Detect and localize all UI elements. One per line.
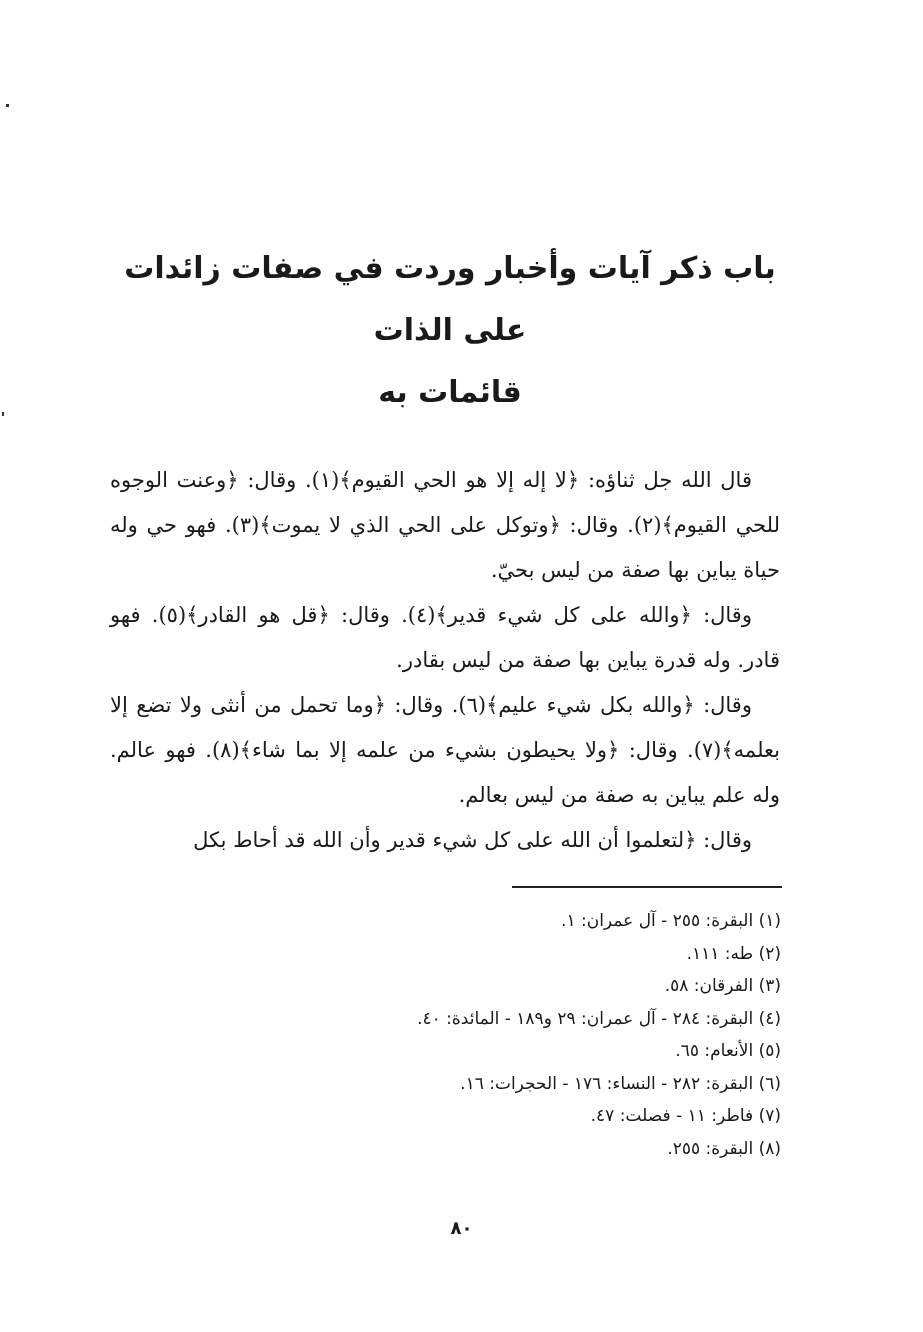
footnote: (٣) الفرقان: ٥٨. <box>664 976 781 996</box>
footnote: (٥) الأنعام: ٦٥. <box>675 1041 781 1061</box>
paragraph: قال الله جل ثناؤه: ﴿لا إله إلا هو الحي القيوم﴾(١). وقال: ﴿وعنت الوجوه للحي القيوم﴾(٢). وقال: ﴿وتوكل على الحي الذي لا يموت﴾(٣). فهو حي وله حياة يباين بها صفة من ليس بحيّ. <box>110 468 780 582</box>
paragraph: وقال: ﴿والله بكل شيء عليم﴾(٦). وقال: ﴿وما تحمل من أنثى ولا تضع إلا بعلمه﴾(٧). وقال: ﴿ولا يحيطون بشيء من علمه إلا بما شاء﴾(٨). فهو عالم. وله علم يباين به صفة من ليس بعالم. <box>110 693 780 807</box>
footnote: (٢) طه: ١١١. <box>686 943 781 964</box>
footnote-separator <box>512 886 782 888</box>
footnote: (٧) فاطر: ١١ - فصلت: ٤٧. <box>590 1106 781 1126</box>
footnotes <box>261 905 781 1165</box>
chapter-title-line-2: قائمات به <box>378 375 522 410</box>
chapter-title-line-1: باب ذكر آيات وأخبار وردت في صفات زائدات على الذات <box>124 251 776 348</box>
chapter-title <box>100 238 800 424</box>
body-text <box>110 458 780 863</box>
footnote: (١) البقرة: ٢٥٥ - آل عمران: ١. <box>561 911 781 931</box>
scan-speck <box>6 104 9 107</box>
footnote: (٨) البقرة: ٢٥٥. <box>667 1138 781 1159</box>
footnote: (٤) البقرة: ٢٨٤ - آل عمران: ٢٩ و١٨٩ - المائدة: ٤٠. <box>417 1008 781 1029</box>
scan-speck <box>2 412 4 416</box>
footnote: (٦) البقرة: ٢٨٢ - النساء: ١٧٦ - الحجرات: ١٦. <box>460 1073 781 1094</box>
paragraph: وقال: ﴿والله على كل شيء قدير﴾(٤). وقال: ﴿قل هو القادر﴾(٥). فهو قادر. وله قدرة يباين بها صفة من ليس بقادر. <box>110 603 780 672</box>
paragraph: وقال: ﴿لتعلموا أن الله على كل شيء قدير وأن الله قد أحاط بكل <box>193 828 752 852</box>
page-number: ٨٠ <box>450 1218 473 1239</box>
